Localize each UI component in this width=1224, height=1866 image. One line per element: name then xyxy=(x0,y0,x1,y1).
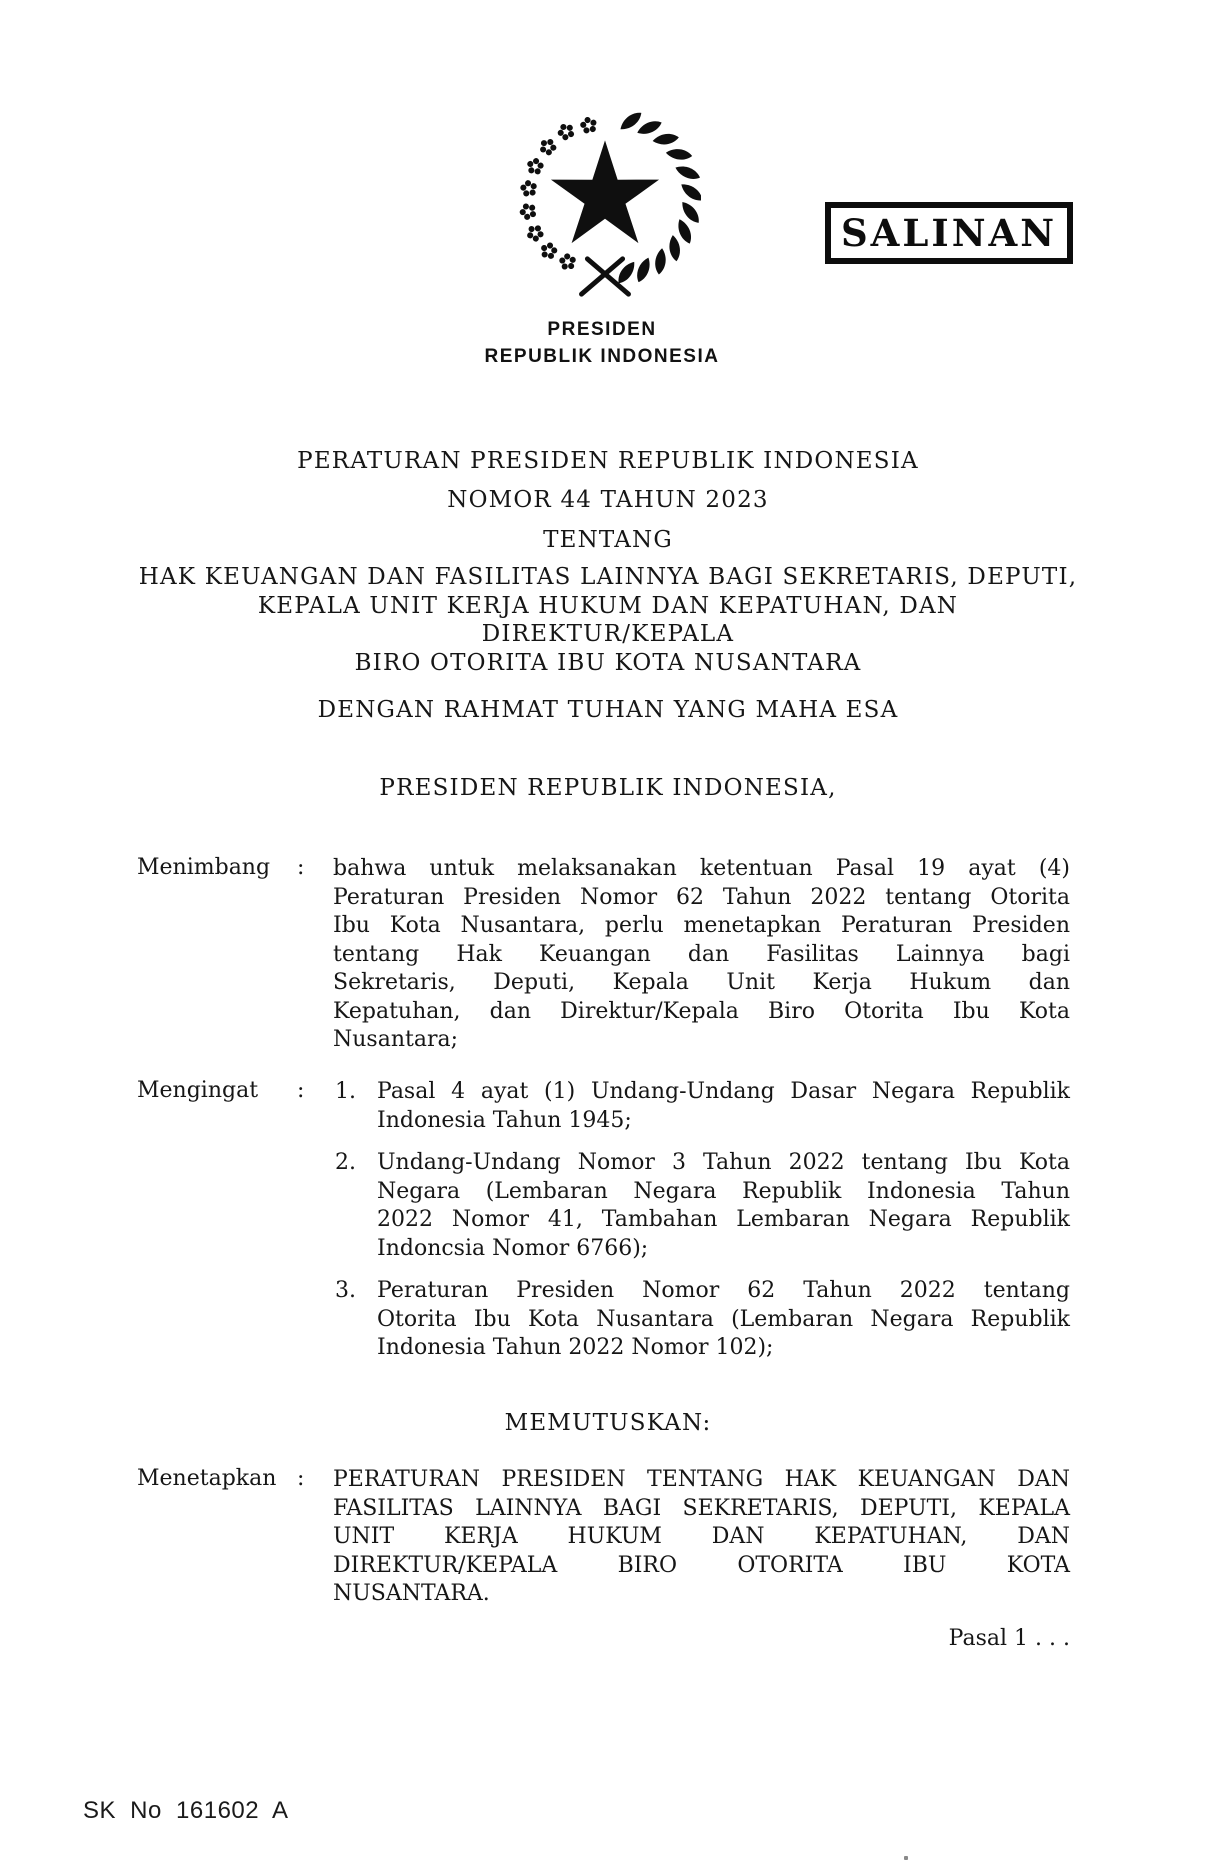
scan-speck xyxy=(904,1856,908,1860)
paragraph-line: Indonesia Tahun 1945; xyxy=(377,1107,632,1133)
paragraph-line: Otorita Ibu Kota Nusantara (Lembaran Negara Republik xyxy=(377,1306,1070,1332)
paragraph-line: tentang Hak Keuangan dan Fasilitas Lainnya bagi xyxy=(333,941,1070,967)
paragraph-line: Sekretaris, Deputi, Kepala Unit Kerja Hukum dan xyxy=(333,970,1070,995)
subject-line: KEPALA UNIT KERJA HUKUM DAN KEPATUHAN, DAN DIREKTUR/KEPALA xyxy=(257,592,959,647)
paragraph-line: Kepatuhan, dan Direktur/Kepala Biro Otorita Ibu Kota xyxy=(333,998,1070,1024)
item-text xyxy=(377,1277,1070,1363)
menetapkan-colon: : xyxy=(297,1466,305,1491)
letterhead-line1: PRESIDEN xyxy=(547,319,657,340)
legal-basis-item xyxy=(335,1078,1070,1135)
mengingat-colon: : xyxy=(297,1078,305,1103)
letterhead-org-name xyxy=(302,316,902,370)
subject-line: HAK KEUANGAN DAN FASILITAS LAINNYA BAGI SEKRETARIS, DEPUTI, xyxy=(138,564,1078,590)
paragraph-line: UNIT KERJA HUKUM DAN KEPATUHAN, DAN xyxy=(333,1524,1070,1549)
item-number: 1. xyxy=(335,1079,356,1104)
paragraph-line: FASILITAS LAINNYA BAGI SEKRETARIS, DEPUTI, KEPALA xyxy=(333,1495,1070,1521)
sk-number: SK No 161602 A xyxy=(83,1797,289,1824)
legal-basis-item xyxy=(335,1149,1070,1263)
paragraph-line: Indonesia Tahun 2022 Nomor 102); xyxy=(377,1335,774,1360)
paragraph-line: bahwa untuk melaksanakan ketentuan Pasal 19 ayat (4) xyxy=(333,856,1070,881)
star-icon xyxy=(551,140,659,243)
subject-line: BIRO OTORITA IBU KOTA NUSANTARA xyxy=(354,649,862,676)
issuer-line: PRESIDEN REPUBLIK INDONESIA, xyxy=(379,775,837,801)
paragraph-line: Nusantara; xyxy=(333,1027,458,1052)
paragraph-line: Ibu Kota Nusantara, perlu menetapkan Peraturan Presiden xyxy=(333,913,1070,938)
paragraph-line: 2022 Nomor 41, Tambahan Lembaran Negara Republik xyxy=(377,1207,1070,1232)
item-text xyxy=(377,1078,1070,1135)
tentang-line: TENTANG xyxy=(543,527,673,553)
paragraph-line: Peraturan Presiden Nomor 62 Tahun 2022 tentang xyxy=(377,1278,1070,1303)
item-number: 2. xyxy=(335,1150,356,1175)
star-wreath-emblem-icon xyxy=(509,106,701,302)
mengingat-label: Mengingat xyxy=(137,1078,259,1103)
menimbang-label: Menimbang xyxy=(137,855,271,880)
salinan-stamp-label: SALINAN xyxy=(840,211,1058,255)
paragraph-line: NUSANTARA. xyxy=(333,1581,490,1606)
memutuskan-heading: MEMUTUSKAN: xyxy=(504,1410,712,1436)
letterhead-line2: REPUBLIK INDONESIA xyxy=(484,346,720,367)
regulation-number-line: NOMOR 44 TAHUN 2023 xyxy=(447,487,769,513)
legal-basis-item xyxy=(335,1277,1070,1363)
paragraph-line: Pasal 4 ayat (1) Undang-Undang Dasar Negara Republik xyxy=(377,1079,1070,1104)
invocation-line: DENGAN RAHMAT TUHAN YANG MAHA ESA xyxy=(317,697,899,723)
paragraph-line: Peraturan Presiden Nomor 62 Tahun 2022 tentang Otorita xyxy=(333,884,1070,910)
mengingat-list xyxy=(335,1078,1070,1363)
regulation-subject xyxy=(136,563,1080,677)
regulation-title-line1: PERATURAN PRESIDEN REPUBLIK INDONESIA xyxy=(297,448,919,474)
menimbang-paragraph xyxy=(333,855,1070,1055)
item-number: 3. xyxy=(335,1278,356,1303)
menimbang-colon: : xyxy=(297,855,305,880)
menetapkan-label: Menetapkan xyxy=(137,1466,277,1491)
paragraph-line: PERATURAN PRESIDEN TENTANG HAK KEUANGAN DAN xyxy=(333,1467,1070,1492)
page-continuation-catchword: Pasal 1 . . . xyxy=(948,1626,1070,1651)
paragraph-line: DIREKTUR/KEPALA BIRO OTORITA IBU KOTA xyxy=(333,1552,1070,1578)
paragraph-line: Undang-Undang Nomor 3 Tahun 2022 tentang Ibu Kota xyxy=(377,1150,1070,1175)
item-text xyxy=(377,1149,1070,1263)
salinan-stamp-box xyxy=(825,202,1073,264)
menetapkan-paragraph xyxy=(333,1466,1070,1609)
paragraph-line: Indoncsia Nomor 6766); xyxy=(377,1235,649,1261)
paragraph-line: Negara (Lembaran Negara Republik Indonesia Tahun xyxy=(377,1178,1070,1204)
